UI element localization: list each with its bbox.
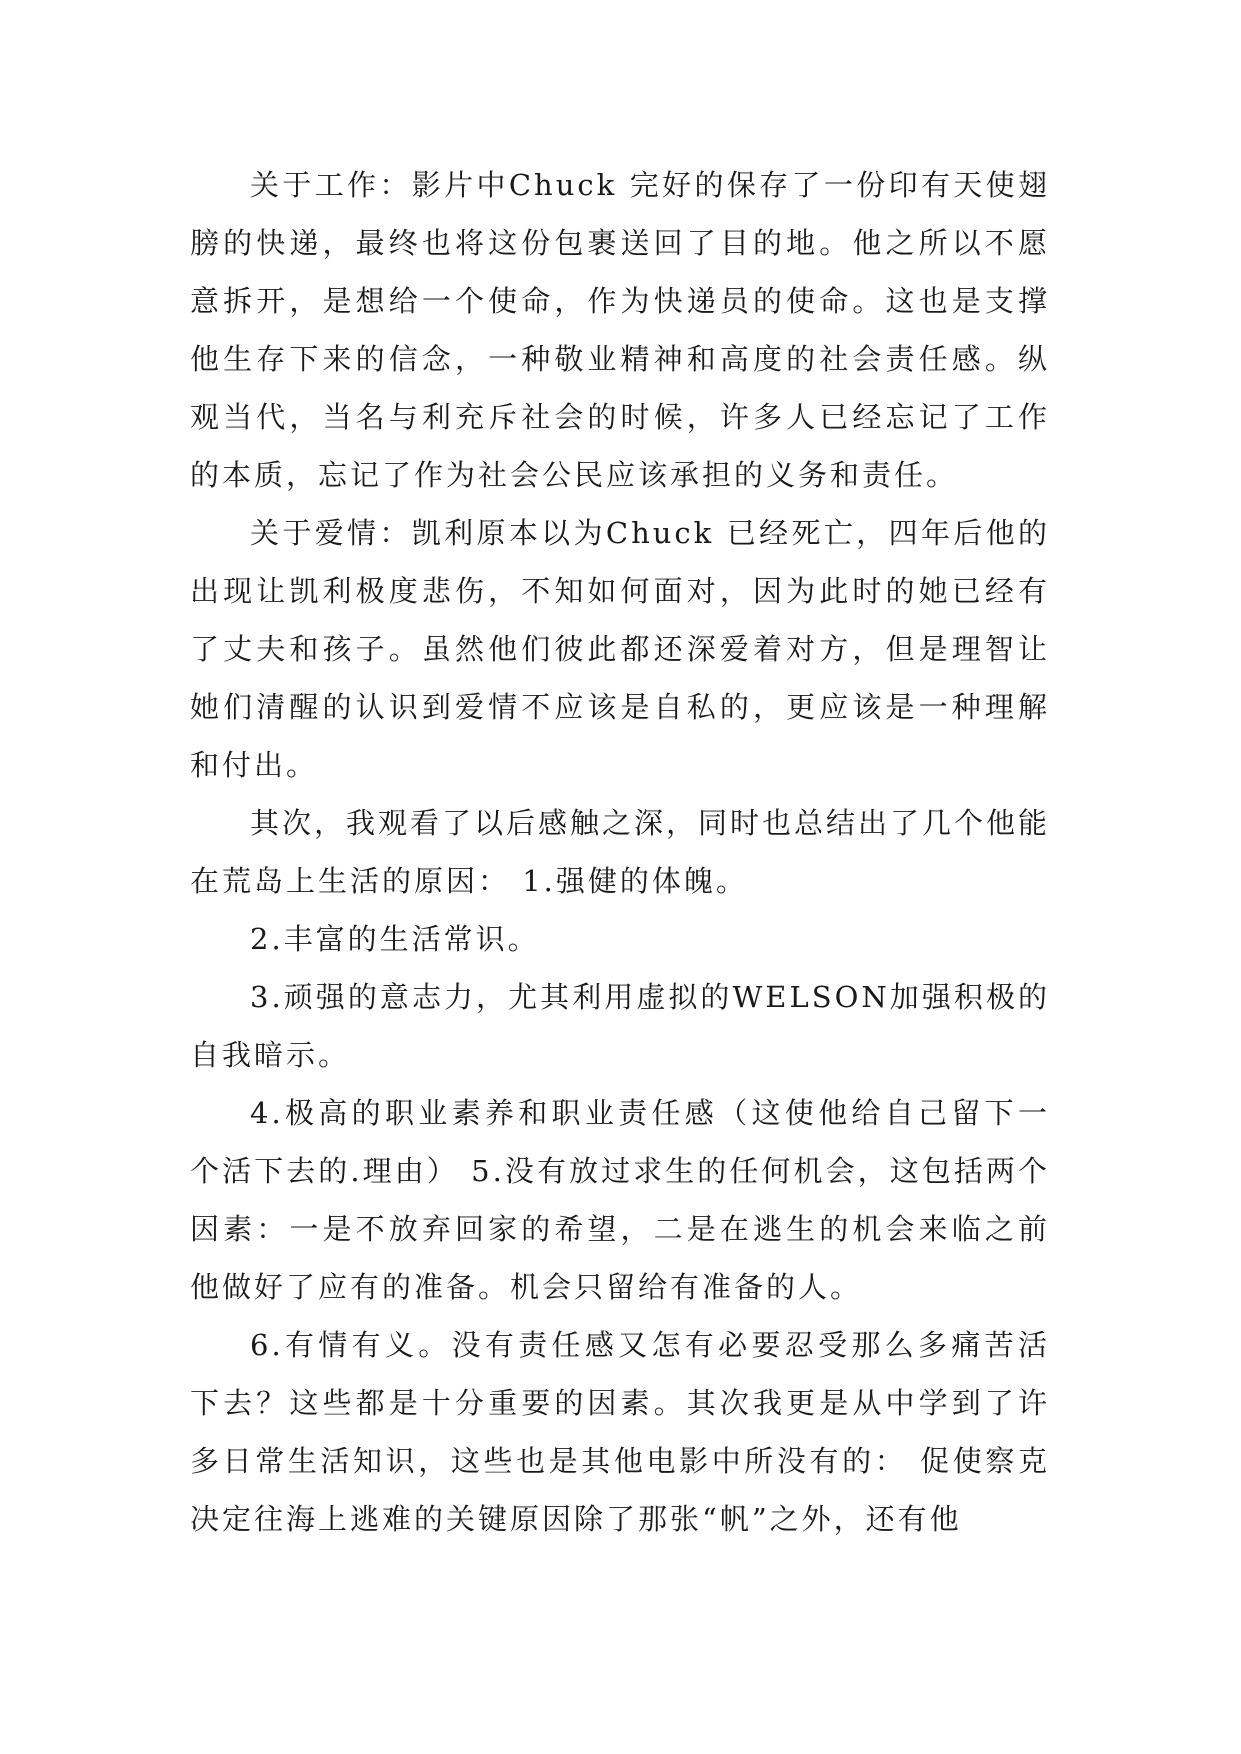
paragraph-reason-4-5: 4.极高的职业素养和职业责任感（这使他给自己留下一个活下去的.理由） 5.没有放过求生的任何机会，这包括两个因素：一是不放弃回家的希望，二是在逃生的机会来临之前他做好了应有的准备。机会只留给有准备的人。 [190, 1096, 1050, 1304]
paragraph-reasons-intro: 其次，我观看了以后感触之深，同时也总结出了几个他能在荒岛上生活的原因： 1.强健的体魄。 [190, 806, 1051, 898]
paragraph-love: 关于爱情：凯利原本以为Chuck 已经死亡，四年后他的出现让凯利极度悲伤，不知如何面对，因为此时的她已经有了丈夫和孩子。虽然他们彼此都还深爱着对方，但是理智让她们清醒的认识到爱情不应该是自私的，更应该是一种理解和付出。 [190, 516, 1050, 782]
paragraph-reason-6: 6.有情有义。没有责任感又怎有必要忍受那么多痛苦活下去？这些都是十分重要的因素。其次我更是从中学到了许多日常生活知识，这些也是其他电影中所没有的： 促使察克决定往海上逃难的关键原因除了那张“帆”之外，还有他 [190, 1328, 1050, 1536]
paragraph-reason-3: 3.顽强的意志力，尤其利用虚拟的WELSON加强积极的自我暗示。 [190, 980, 1050, 1072]
paragraph-reason-2: 2.丰富的生活常识。 [250, 922, 540, 956]
document-body [190, 156, 1050, 1548]
paragraph-work: 关于工作：影片中Chuck 完好的保存了一份印有天使翅膀的快递，最终也将这份包裹送回了目的地。他之所以不愿意拆开，是想给一个使命，作为快递员的使命。这也是支撑他生存下来的信念，一种敬业精神和高度的社会责任感。纵观当代，当名与利充斥社会的时候，许多人已经忘记了工作的本质，忘记了作为社会公民应该承担的义务和责任。 [190, 168, 1050, 492]
